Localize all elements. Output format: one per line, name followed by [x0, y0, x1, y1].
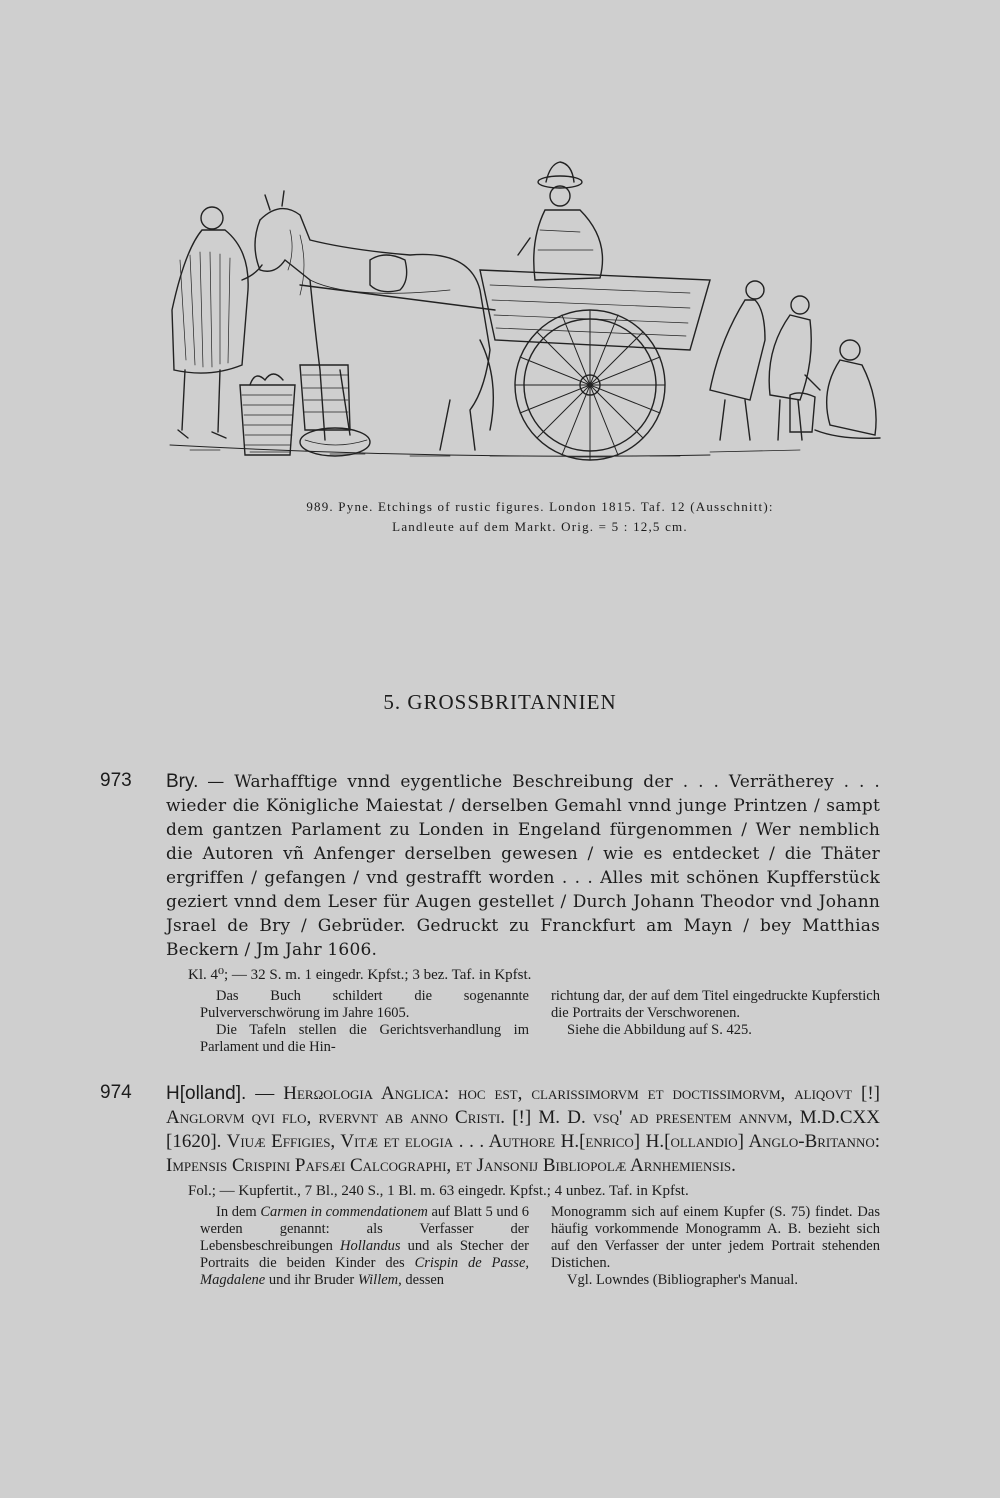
etching-illustration: [150, 160, 890, 480]
note-italic: Carmen in commendationem: [260, 1204, 428, 1220]
note-text: dessen: [401, 1272, 445, 1288]
figure-caption: [190, 497, 890, 537]
men-figures: [710, 281, 815, 440]
note-text: auf Blatt 5 und 6 werden genannt: als Verfasser der Lebensbeschreibungen: [200, 1204, 529, 1254]
entry-974: [100, 1082, 880, 1289]
note-paragraph: Das Buch schildert die sogenannte Pulververschwörung im Jahre 1605.: [200, 988, 529, 1021]
note-right-column: [551, 988, 880, 1056]
horse-figure: [255, 191, 493, 450]
caption-line-1: 989. Pyne. Etchings of rustic figures. London 1815. Taf. 12 (Ausschnitt):: [306, 499, 774, 514]
entry-number: 974: [100, 1082, 132, 1103]
kneeling-woman-figure: [805, 340, 880, 438]
note-paragraph: richtung dar, der auf dem Titel eingedruckte Kupferstich die Portraits der Verschworenen.: [551, 988, 880, 1021]
note-italic: Willem,: [357, 1272, 402, 1288]
entry-collation: Fol.; — Kupfertit., 7 Bl., 240 S., 1 Bl. m. 63 eingedr. Kpfst.; 4 unbez. Taf. in Kpfst.: [188, 1183, 689, 1199]
note-left-column: [200, 1204, 529, 1289]
entry-title: — Warhafftige vnnd eygentliche Beschreibung der . . . Verrätherey . . . wieder die Königliche Maiestat / derselben Gemahl vnnd junge Printzen / sampt dem gantzen Parlament zu Londen in Engeland fürgenommen / Wer nemblich die Autoren vñ Anfenger derselben gewesen / wie es entdecket / die Thäter ergriffen / gefangen / vnd gestrafft worden . . . Alles mit schönen Kupfferstück geziert vnnd dem Leser für Augen gestellet / Durch Johann Theodor vnd Johann Jsrael de Bry / Gebrüder. Gedruckt zu Franckfurt am Mayn / bey Matthias Beckern / Jm Jahr 1606.: [166, 772, 880, 960]
entry-author: Bry.: [166, 771, 199, 792]
driver-figure: [518, 162, 603, 280]
cart-figure: [300, 270, 710, 460]
section-title: 5. GROSSBRITANNIEN: [383, 690, 617, 714]
note-paragraph: [200, 1204, 529, 1289]
note-text: und als Stecher der Portraits die beiden Kinder des: [200, 1238, 529, 1271]
note-italic: Hollandus: [340, 1238, 401, 1254]
note-paragraph: Monogramm sich auf einem Kupfer (S. 75) findet. Das häufig vorkommende Monogramm A. B. bezieht sich auf den Verfasser der unter jedem Portrait stehenden Distichen.: [551, 1204, 880, 1271]
entry-author: H[olland].: [166, 1083, 247, 1104]
entry-collation: Kl. 4⁰; — 32 S. m. 1 eingedr. Kpfst.; 3 bez. Taf. in Kpfst.: [188, 967, 532, 983]
note-left-column: [200, 988, 529, 1056]
caption-line-2: Landleute auf dem Markt. Orig. = 5 : 12,5 cm.: [392, 519, 688, 534]
entry-title-block: [166, 1082, 880, 1178]
note-paragraph: Siehe die Abbildung auf S. 425.: [567, 1022, 752, 1038]
note-text: und ihr Bruder: [265, 1272, 358, 1288]
entry-973: [100, 770, 880, 1056]
entry-notes: [200, 1204, 880, 1289]
note-text: In dem: [216, 1204, 261, 1220]
basket-figure: [240, 365, 370, 456]
entry-title-block: [166, 770, 880, 962]
entry-notes: [200, 988, 880, 1056]
note-right-column: [551, 1204, 880, 1289]
entry-number: 973: [100, 770, 132, 791]
note-paragraph: Die Tafeln stellen die Gerichtsverhandlung im Parlament und die Hin-: [200, 1022, 529, 1055]
woman-figure: [172, 207, 262, 438]
note-paragraph: Vgl. Lowndes (Bibliographer's Manual.: [567, 1272, 798, 1288]
note-italic: Crispin de Passe, Magdalene: [200, 1255, 530, 1288]
entry-title: — Herωologia Anglica: hoc est, clarissimorvm et doctissimorvm, aliqovt [!] Anglorvm qvi flo, rvervnt ab anno Cristi. [!] M. D. vsq' ad presentem annvm, M.D.CXX [1620]. Viuæ Effigies, Vitæ et elogia . . . Authore H.[enrico] H.[ollandio] Anglo-Britanno: Impensis Crispini Pafsæi Calcographi, et Jansonij Bibliopolæ Arnhemiensis.: [166, 1083, 881, 1176]
